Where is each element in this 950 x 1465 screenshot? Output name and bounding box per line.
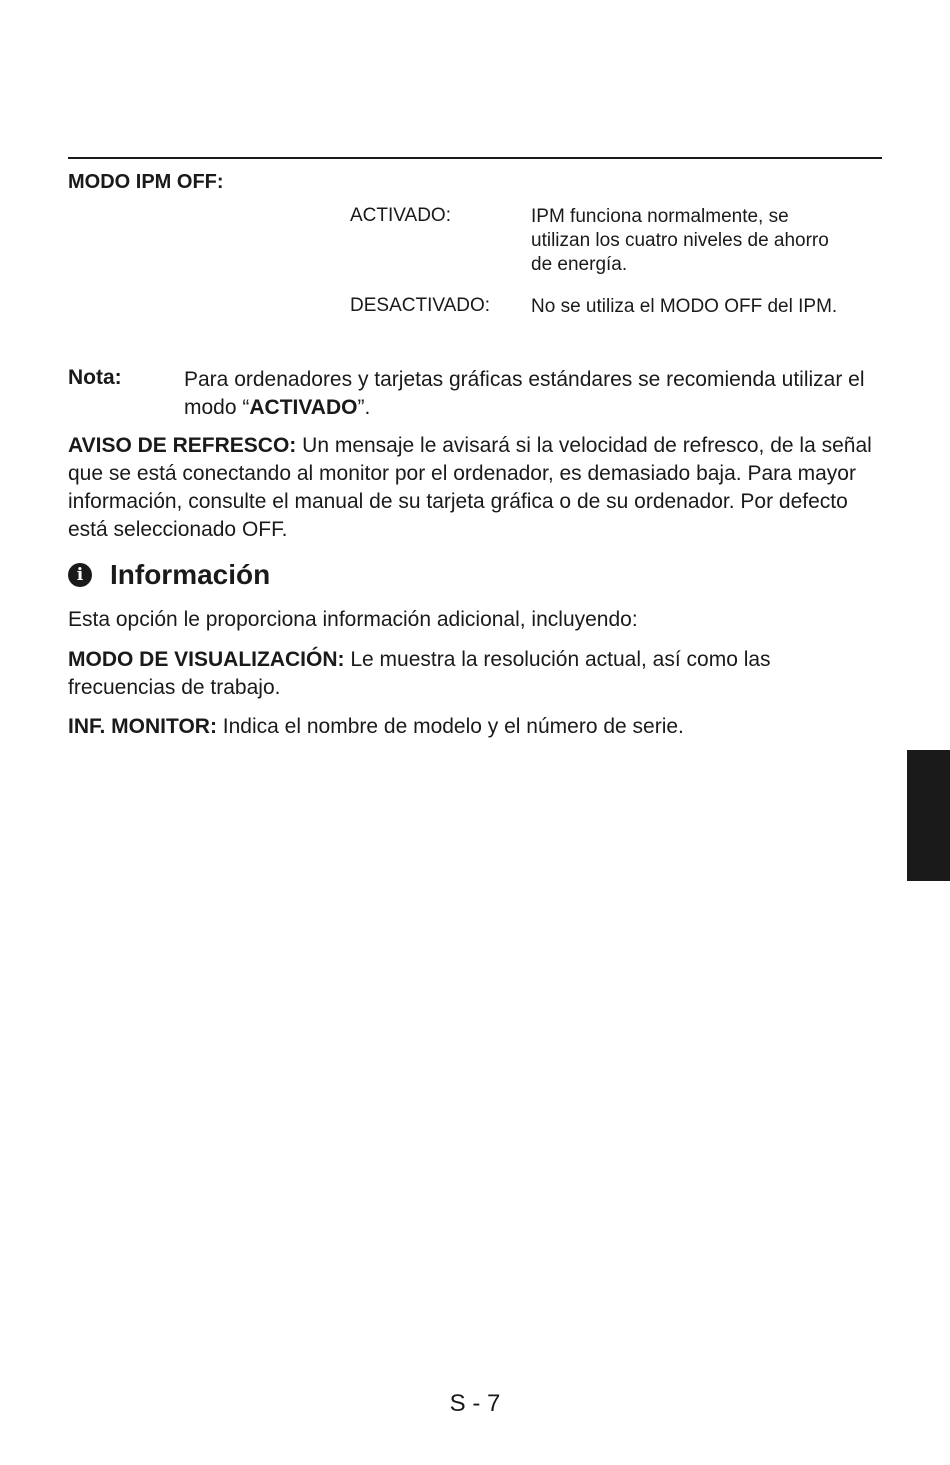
top-rule: [68, 157, 882, 159]
monitor-info-label: INF. MONITOR:: [68, 715, 217, 738]
information-heading: [68, 559, 270, 591]
note-text: [184, 366, 874, 422]
page-number: S - 7: [449, 1390, 501, 1417]
option-label-desactivado: DESACTIVADO:: [350, 295, 491, 316]
option-desc-activado: IPM funciona normalmente, se utilizan los cuatro niveles de ahorro de energía.: [531, 206, 829, 275]
display-mode-text: Le muestra la resolución actual, así como las frecuencias de trabajo.: [68, 648, 771, 699]
option-desc-desactivado: No se utiliza el MODO OFF del IPM.: [531, 296, 838, 317]
monitor-info-text: Indica el nombre de modelo y el número de serie.: [222, 715, 684, 738]
note-text-after: ”.: [357, 396, 371, 419]
display-mode-label: MODO DE VISUALIZACIÓN:: [68, 648, 345, 671]
ipm-off-heading: MODO IPM OFF:: [68, 171, 224, 193]
section-side-tab: [907, 750, 950, 881]
info-icon: i: [68, 563, 92, 587]
option-label-activado: ACTIVADO:: [350, 205, 451, 226]
note-text-before: Para ordenadores y tarjetas gráficas estándares se recomienda utilizar el modo “: [184, 368, 865, 419]
monitor-info-paragraph: [68, 713, 882, 741]
information-intro: Esta opción le proporciona información adicional, incluyendo:: [68, 608, 638, 631]
refresh-notice-paragraph: [68, 432, 882, 544]
note-text-bold: ACTIVADO: [249, 396, 358, 419]
information-title: Información: [110, 559, 271, 590]
note-label: Nota:: [68, 366, 122, 389]
display-mode-paragraph: [68, 646, 882, 702]
refresh-notice-label: AVISO DE REFRESCO:: [68, 434, 297, 457]
refresh-notice-text: Un mensaje le avisará si la velocidad de refresco, de la señal que se está conectando al monitor por el ordenador, es demasiado baja. Para mayor información, consulte el manual de su tarjeta gráfica o de su ordenador. Por defecto está seleccionado OFF.: [68, 434, 872, 541]
